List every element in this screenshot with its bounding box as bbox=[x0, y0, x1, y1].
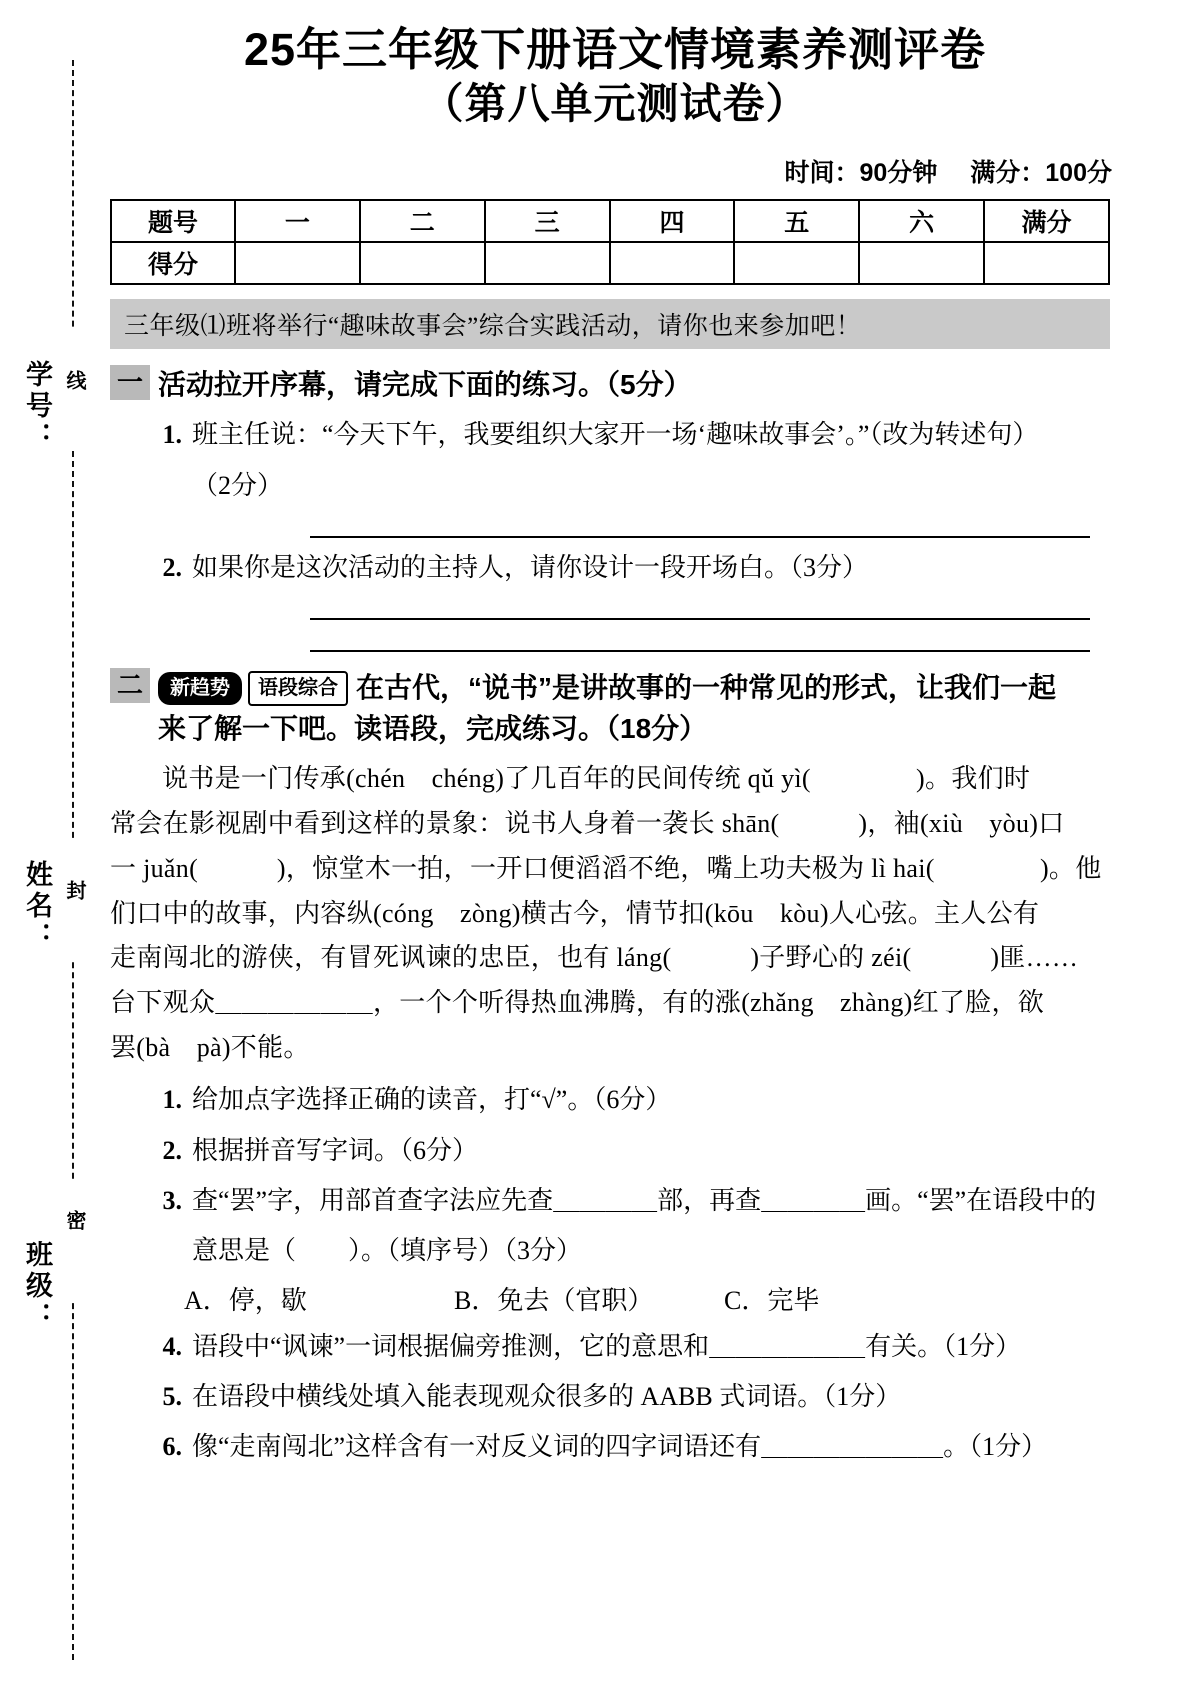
question-2-1-number: 1. bbox=[162, 1085, 182, 1115]
answer-line-1-2b[interactable] bbox=[310, 650, 1090, 652]
score-cell-0-0: 题号 bbox=[111, 200, 235, 242]
reading-passage bbox=[110, 757, 1120, 1070]
score-cell-0-2: 二 bbox=[360, 200, 485, 242]
section-one bbox=[110, 365, 1120, 652]
question-2-5 bbox=[110, 1377, 1120, 1417]
question-2-5-text: 在语段中横线处填入能表现观众很多的 AABB 式词语。（1分） bbox=[192, 1381, 902, 1411]
question-2-3-text2: 意思是（ ）。（填序号）（3分） bbox=[192, 1236, 583, 1266]
option-b[interactable]: B．免去（官职） bbox=[454, 1285, 654, 1315]
passage-line-2: 常会在影视剧中看到这样的景象：说书人身着一袭长 shān( )，袖(xiù yòu)口 bbox=[110, 809, 1065, 839]
question-1-2-text: 如果你是这次活动的主持人，请你设计一段开场白。（3分） bbox=[192, 552, 869, 582]
exam-total-score: 满分：100分 bbox=[970, 158, 1112, 187]
section-two-title-line2: 来了解一下吧。读语段，完成练习。（18分） bbox=[158, 712, 708, 744]
question-2-3-cont bbox=[110, 1231, 1120, 1271]
question-2-4-number: 4. bbox=[162, 1331, 182, 1361]
score-cell-1-4[interactable] bbox=[610, 242, 735, 284]
question-2-3-text: 查“罢”字，用部首查字法应先查＿＿＿＿部，再查＿＿＿＿画。“罢”在语段中的 bbox=[192, 1186, 1097, 1216]
question-1-1-text: 班主任说：“今天下午，我要组织大家开一场‘趣味故事会’。”（改为转述句） bbox=[192, 420, 1039, 450]
question-2-1-text: 给加点字选择正确的读音，打“√”。（6分） bbox=[192, 1085, 672, 1115]
question-1-1-number: 1. bbox=[162, 420, 182, 450]
score-cell-0-5: 五 bbox=[734, 200, 859, 242]
question-2-3 bbox=[110, 1181, 1120, 1221]
score-cell-1-7[interactable] bbox=[984, 242, 1109, 284]
activity-banner: 三年级⑴班将举行“趣味故事会”综合实践活动，请你也来参加吧！ bbox=[110, 299, 1110, 349]
score-cell-1-1[interactable] bbox=[235, 242, 360, 284]
score-cell-1-2[interactable] bbox=[360, 242, 485, 284]
score-cell-0-3: 三 bbox=[485, 200, 610, 242]
line-gap-1 bbox=[72, 330, 75, 450]
badge-passage-comprehensive: 语段综合 bbox=[248, 671, 348, 706]
score-cell-1-3[interactable] bbox=[485, 242, 610, 284]
score-cell-1-5[interactable] bbox=[734, 242, 859, 284]
question-2-2 bbox=[110, 1131, 1120, 1171]
badge-new-trend: 新趋势 bbox=[158, 672, 242, 705]
score-cell-0-1: 一 bbox=[235, 200, 360, 242]
answer-line-1-1[interactable] bbox=[310, 536, 1090, 538]
seal-char-mi: 密 bbox=[63, 1210, 85, 1230]
passage-line-6: 台下观众＿＿＿＿＿＿，一个个听得热血沸腾，有的涨(zhǎng zhàng)红了脸，欲 bbox=[110, 988, 1045, 1018]
table-row-header bbox=[111, 200, 1109, 242]
question-1-1-score bbox=[110, 466, 1120, 506]
section-two-title-line1: 在古代，“说书”是讲故事的一种常见的形式，让我们一起 bbox=[356, 672, 1057, 704]
score-table bbox=[110, 199, 1110, 285]
section-two-number: 二 bbox=[110, 668, 150, 703]
section-one-number: 一 bbox=[110, 365, 150, 400]
passage-line-3: 一 juǎn( )，惊堂木一拍，一开口便滔滔不绝，嘴上功夫极为 lì hai( )。他 bbox=[110, 853, 1102, 883]
section-two bbox=[110, 668, 1120, 1467]
question-2-1 bbox=[110, 1080, 1120, 1120]
section-one-heading bbox=[110, 365, 1120, 406]
title-line-2: （第八单元测试卷） bbox=[421, 80, 809, 128]
line-gap-3 bbox=[72, 1180, 75, 1300]
question-2-4-text: 语段中“讽谏”一词根据偏旁推测，它的意思和＿＿＿＿＿＿有关。（1分） bbox=[192, 1331, 1022, 1361]
passage-line-7: 罢(bà pà)不能。 bbox=[110, 1032, 310, 1062]
question-2-6 bbox=[110, 1427, 1120, 1467]
question-2-3-number: 3. bbox=[162, 1186, 182, 1216]
page-title bbox=[110, 22, 1120, 131]
question-1-2 bbox=[110, 548, 1120, 588]
passage-line-1: 说书是一门传承(chén chéng)了几百年的民间传统 qǔ yì( )。我们时 bbox=[162, 764, 1031, 794]
student-id-label: 学号： bbox=[22, 360, 52, 453]
table-row-score bbox=[111, 242, 1109, 284]
question-2-3-options bbox=[110, 1280, 1120, 1317]
question-2-2-text: 根据拼音写字词。（6分） bbox=[192, 1135, 479, 1165]
passage-line-5: 走南闯北的游侠，有冒死讽谏的忠臣，也有 láng( )子野心的 zéi( )匪…… bbox=[110, 943, 1079, 973]
option-c[interactable]: C．完毕 bbox=[724, 1285, 820, 1315]
seal-char-feng: 封 bbox=[63, 880, 85, 900]
line-gap-2 bbox=[72, 840, 75, 960]
seal-char-xian: 线 bbox=[63, 370, 85, 390]
passage-line-4: 们口中的故事，内容纵(cóng zòng)横古今，情节扣(kōu kòu)人心弦。主人公有 bbox=[110, 898, 1040, 928]
class-label: 班级： bbox=[22, 1240, 52, 1333]
question-2-4 bbox=[110, 1327, 1120, 1367]
question-2-6-number: 6. bbox=[162, 1432, 182, 1462]
title-line-1: 25年三年级下册语文情境素养测评卷 bbox=[243, 24, 987, 75]
section-two-heading bbox=[110, 668, 1120, 749]
exam-time: 时间：90分钟 bbox=[784, 158, 938, 187]
question-1-2-number: 2. bbox=[162, 552, 182, 582]
answer-line-1-2a[interactable] bbox=[310, 618, 1090, 620]
question-2-2-number: 2. bbox=[162, 1135, 182, 1165]
seal-line-strip bbox=[0, 0, 100, 1684]
score-cell-1-0: 得分 bbox=[111, 242, 235, 284]
question-2-5-number: 5. bbox=[162, 1381, 182, 1411]
section-one-title: 活动拉开序幕，请完成下面的练习。（5分） bbox=[158, 368, 692, 400]
question-1-1-spacer bbox=[152, 466, 182, 506]
question-2-6-text: 像“走南闯北”这样含有一对反义词的四字词语还有＿＿＿＿＿＿＿。（1分） bbox=[192, 1432, 1048, 1462]
section-two-title bbox=[158, 668, 1120, 749]
exam-meta bbox=[110, 153, 1120, 189]
score-cell-0-6: 六 bbox=[859, 200, 984, 242]
score-cell-0-7: 满分 bbox=[984, 200, 1109, 242]
question-2-3-spacer bbox=[152, 1231, 182, 1271]
paper-content bbox=[110, 0, 1120, 1468]
question-1-1-points: （2分） bbox=[192, 470, 284, 500]
option-a[interactable]: A．停，歇 bbox=[184, 1285, 307, 1315]
question-1-1 bbox=[110, 415, 1120, 455]
score-cell-0-4: 四 bbox=[610, 200, 735, 242]
score-cell-1-6[interactable] bbox=[859, 242, 984, 284]
student-name-label: 姓名： bbox=[22, 860, 52, 953]
